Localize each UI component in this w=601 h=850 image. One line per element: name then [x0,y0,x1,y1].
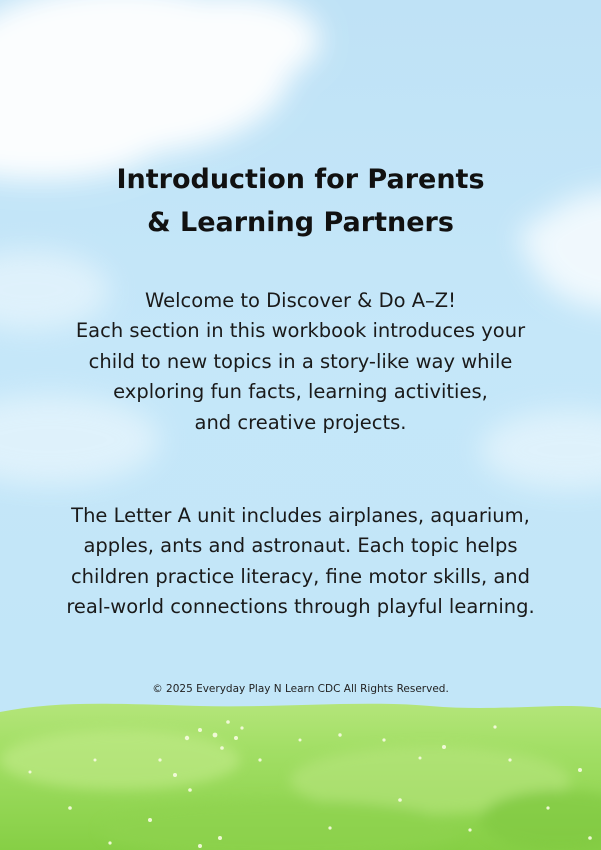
intro-line-1: Welcome to Discover & Do A–Z! [145,289,456,312]
letter-a-paragraph [20,501,581,623]
grass-field [0,704,601,850]
copyright-notice: © 2025 Everyday Play N Learn CDC All Rights Reserved. [152,683,449,695]
letter-a-line-2: apples, ants and astronaut. Each topic helps [83,534,518,558]
intro-paragraph [20,286,581,438]
letter-a-line-4: real-world connections through playful learning. [66,595,535,619]
cloud-top-left [0,0,320,180]
intro-line-4: exploring fun facts, learning activities, [113,380,488,404]
intro-line-3: child to new topics in a story-like way while [88,349,513,373]
letter-a-line-3: children practice literacy, fine motor skills, and [70,564,531,588]
page-title-line-2: & Learning Partners [147,207,454,238]
letter-a-line-1: The Letter A unit includes airplanes, aquarium, [71,504,530,527]
page-title [0,158,601,244]
intro-line-5: and creative projects. [194,410,407,434]
page-title-line-1: Introduction for Parents [116,164,485,195]
intro-line-2: Each section in this workbook introduces your [75,319,526,343]
